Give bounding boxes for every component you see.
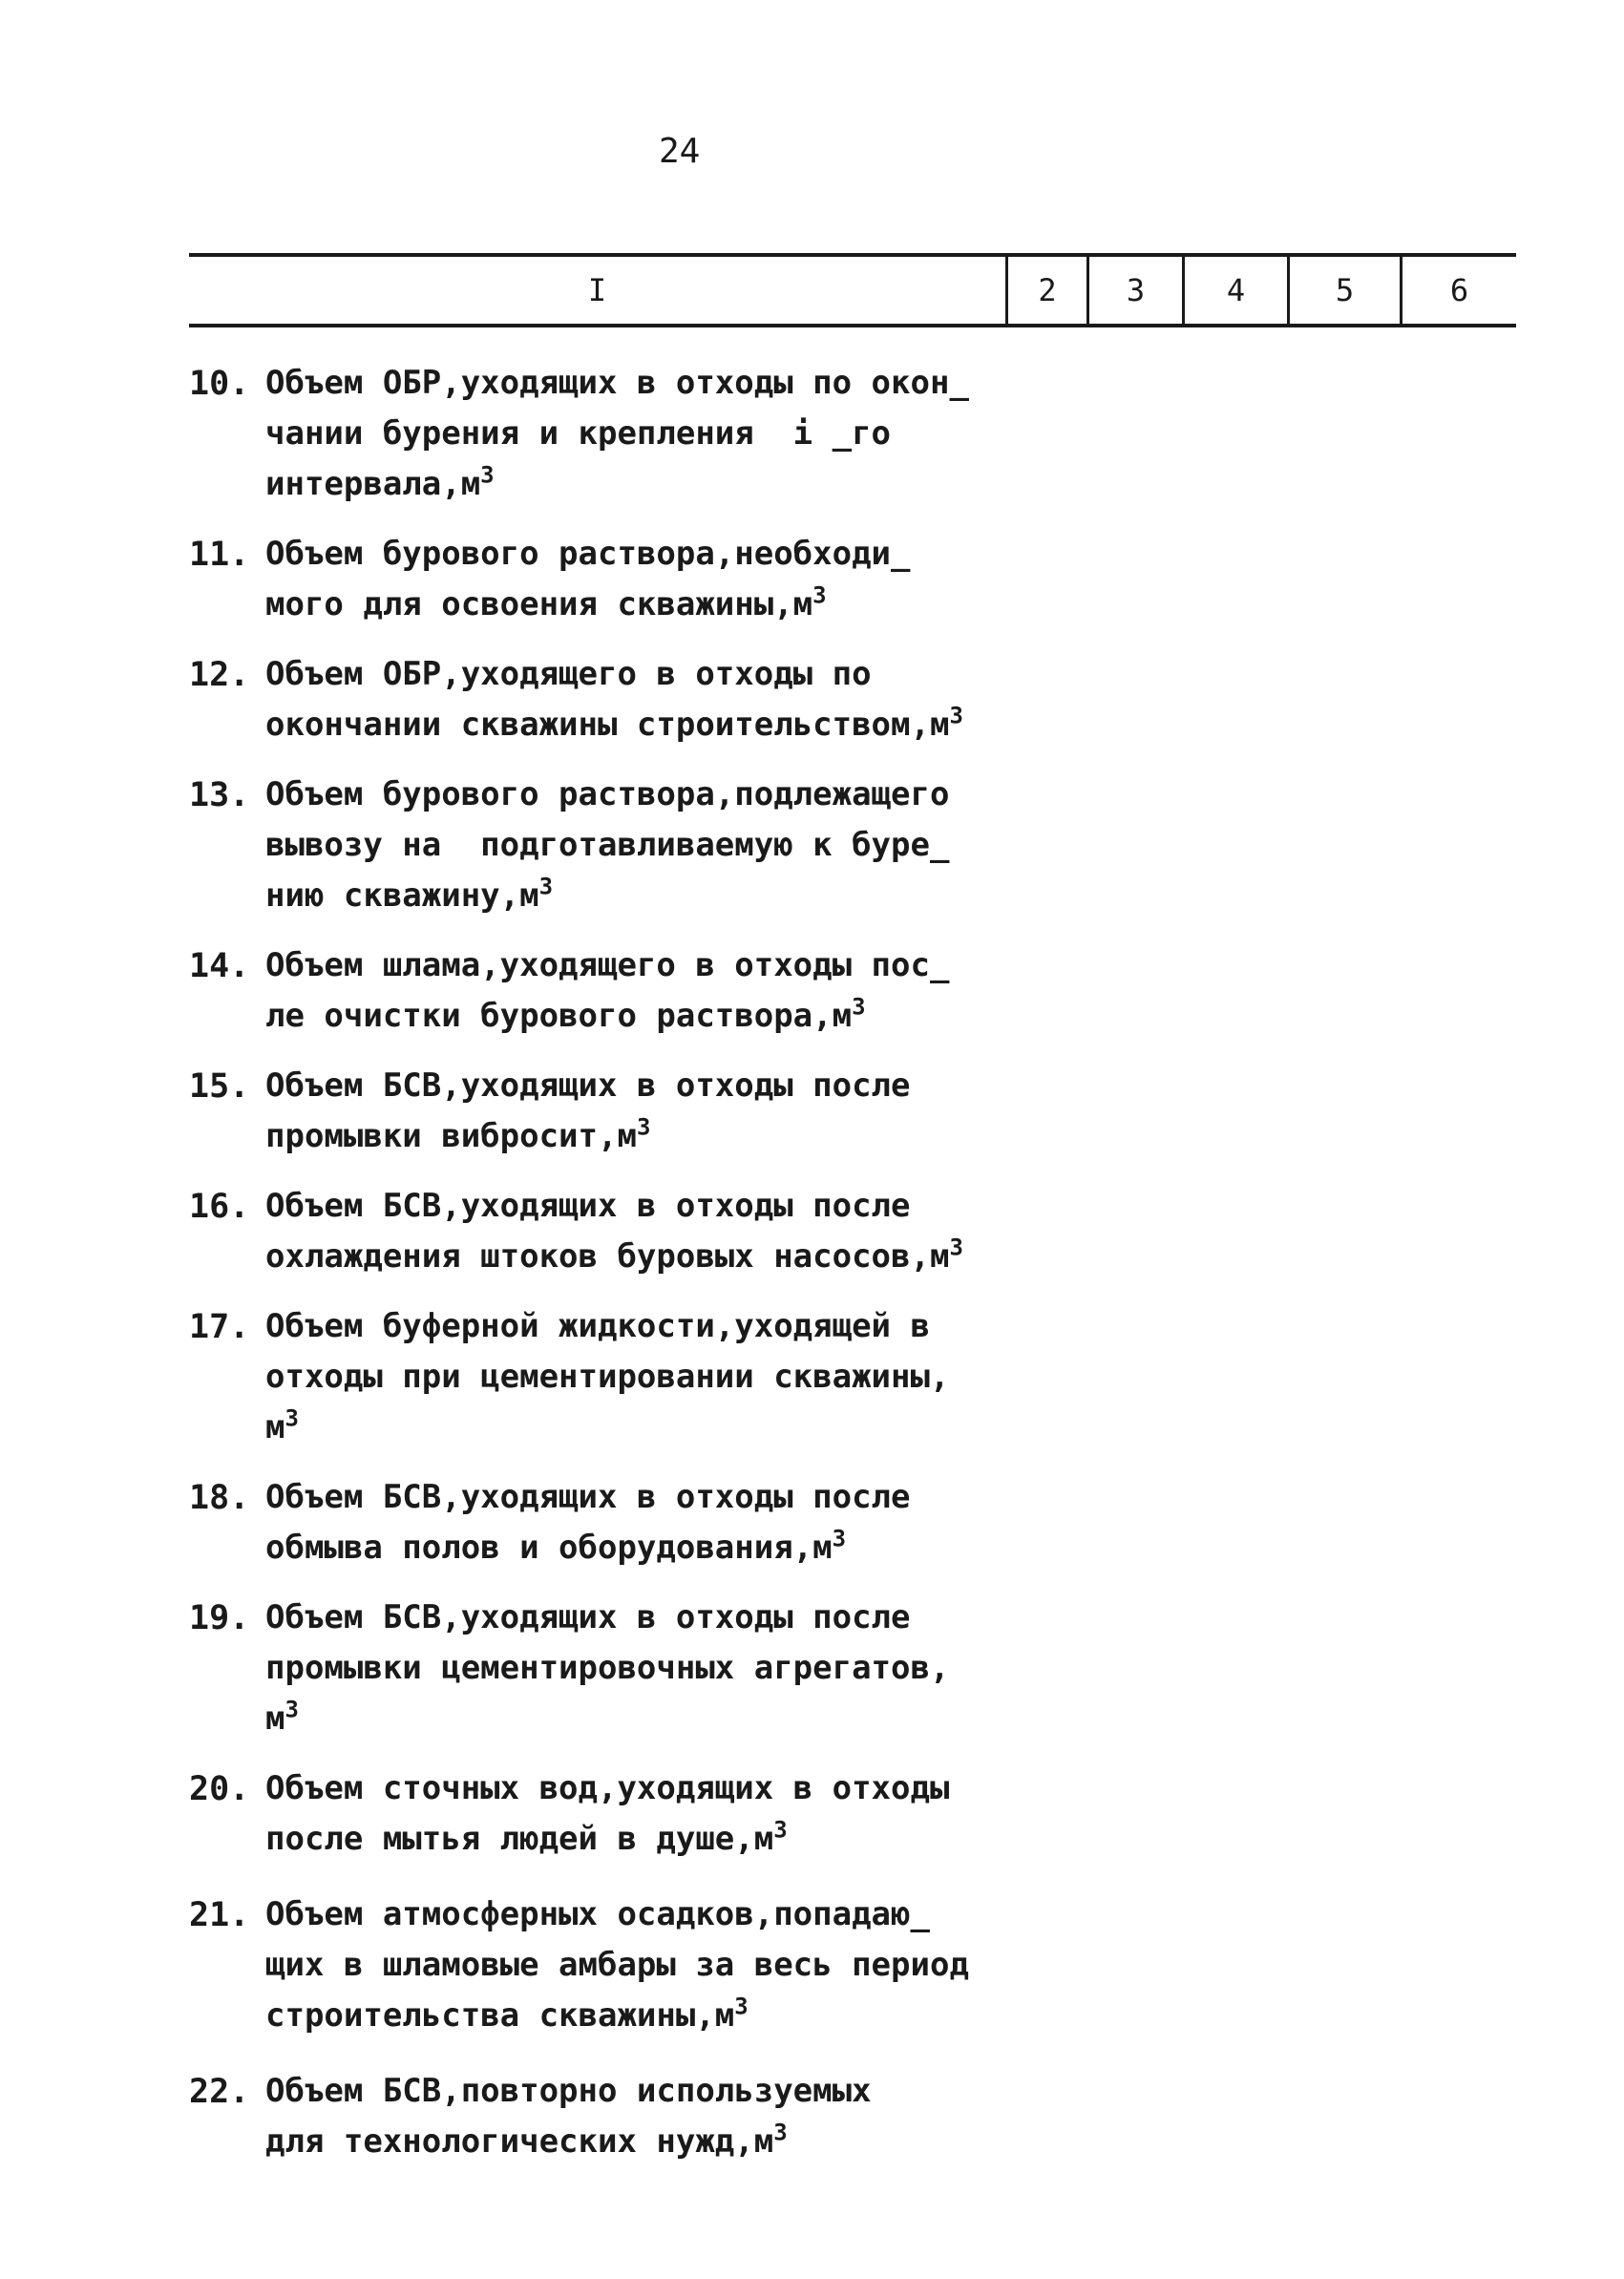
page-number: 24 [659,132,701,171]
item-text-line: отходы при цементировании скважины, [265,1358,950,1396]
column-header-2: 2 [1005,257,1086,324]
item-text-line: Объем БСВ,уходящих в отходы после [265,1598,911,1636]
item-number: 10. [189,365,250,403]
list-item [189,940,1048,1042]
item-number: 17. [189,1308,250,1346]
item-text-line: обмыва полов и $оборудования,м^3$ [265,1525,847,1567]
unit-exponent: 3 [636,1113,651,1141]
item-text [265,1472,1048,1573]
unit-exponent: 3 [285,1404,299,1432]
item-text [265,529,1048,630]
item-text-line: промывки цементировочных агрегатов, [265,1649,950,1687]
item-number: 19. [189,1599,250,1637]
item-text-line: окончании скважины $строительством,м^3$ [265,702,963,744]
item-text-line: Объем бурового раствора,подлежащего [265,775,950,813]
unit-exponent: 3 [812,581,827,609]
item-number: 18. [189,1479,250,1517]
list-item [189,770,1048,921]
list-item [189,1181,1048,1282]
item-text [265,1889,1048,2041]
unit-exponent: 3 [285,1696,299,1723]
list-item [189,1061,1048,1162]
item-number: 11. [189,536,250,574]
item-number: 13. [189,776,250,814]
list-item [189,1593,1048,1744]
item-text-line: промывки $вибросит,м^3$ [265,1113,651,1155]
item-text [265,770,1048,921]
list-item [189,1301,1048,1453]
item-text-line: вывозу на подготавливаемую к буре_ [265,826,950,864]
list-item [189,529,1048,630]
item-text-line: Объем ОБР,уходящего в отходы по [265,655,872,693]
item-text-line: Объем БСВ,повторно используемых [265,2072,872,2110]
item-text-line: Объем бурового раствора,необходи_ [265,535,911,573]
item-text-line: для технологических $нужд,м^3$ [265,2119,788,2161]
item-text [265,2066,1048,2167]
item-number: 15. [189,1067,250,1106]
column-header-5: 5 [1287,257,1400,324]
item-list [189,358,1048,2186]
item-text-line: Объем ОБР,уходящих в отходы по окон_ [265,364,969,402]
item-text [265,649,1048,750]
unit-exponent: 3 [773,1816,788,1844]
item-number: 16. [189,1188,250,1226]
unit-exponent: 3 [480,461,495,489]
column-header-4: 4 [1182,257,1287,324]
item-text [265,1061,1048,1162]
item-number: 20. [189,1770,250,1808]
item-text-line: нию $скважину,м^3$ [265,873,554,915]
item-text-line: Объем БСВ,уходящих в отходы после [265,1187,911,1225]
item-text-line: Объем БСВ,уходящих в отходы после [265,1478,911,1516]
item-number: 21. [189,1896,250,1934]
item-text [265,940,1048,1042]
item-text [265,1301,1048,1453]
list-item [189,649,1048,750]
item-text [265,358,1048,510]
unit-exponent: 3 [852,993,866,1021]
item-text-line: Объем буферной жидкости,уходящей в [265,1307,930,1345]
column-header-1: I [587,272,607,308]
list-item [189,1889,1048,2041]
column-header-3: 3 [1086,257,1182,324]
unit-exponent: 3 [832,1525,847,1552]
item-text-line: щих в шламовые амбары за весь период [265,1946,969,1984]
item-text-line: мого для освоения $скважины,м^3$ [265,581,827,623]
unit-exponent: 3 [949,702,963,729]
item-number: 22. [189,2073,250,2111]
list-item [189,1472,1048,1573]
unit-exponent: 3 [773,2119,788,2146]
item-number: 14. [189,947,250,985]
table-header [189,253,1516,327]
column-header-6: 6 [1400,257,1516,324]
item-text-line: $м^3$ [265,1696,299,1738]
item-text-line: Объем шлама,уходящего в отходы пос_ [265,946,950,984]
item-text [265,1181,1048,1282]
item-text-line: Объем сточных вод,уходящих в отходы [265,1769,950,1807]
list-item [189,1763,1048,1865]
unit-exponent: 3 [538,873,554,900]
unit-exponent: 3 [949,1234,963,1261]
item-text-line: после мытья людей в $душе,м^3$ [265,1816,788,1858]
item-text-line: Объем БСВ,уходящих в отходы после [265,1066,911,1105]
unit-exponent: 3 [734,1993,749,2020]
item-text-line: охлаждения штоков буровых $насосов,м^3$ [265,1234,963,1276]
item-text-line: $м^3$ [265,1404,299,1446]
item-text [265,1763,1048,1865]
item-text [265,1593,1048,1744]
item-text-line: Объем атмосферных осадков,попадаю_ [265,1895,930,1933]
item-text-line: ле очистки бурового $раствора,м^3$ [265,993,866,1035]
item-text-line: чании бурения и крепления i _го [265,414,892,453]
item-text-line: строительства $скважины,м^3$ [265,1993,749,2035]
list-item [189,2066,1048,2167]
item-number: 12. [189,656,250,694]
list-item [189,358,1048,510]
item-text-line: $интервала,м^3$ [265,461,495,503]
